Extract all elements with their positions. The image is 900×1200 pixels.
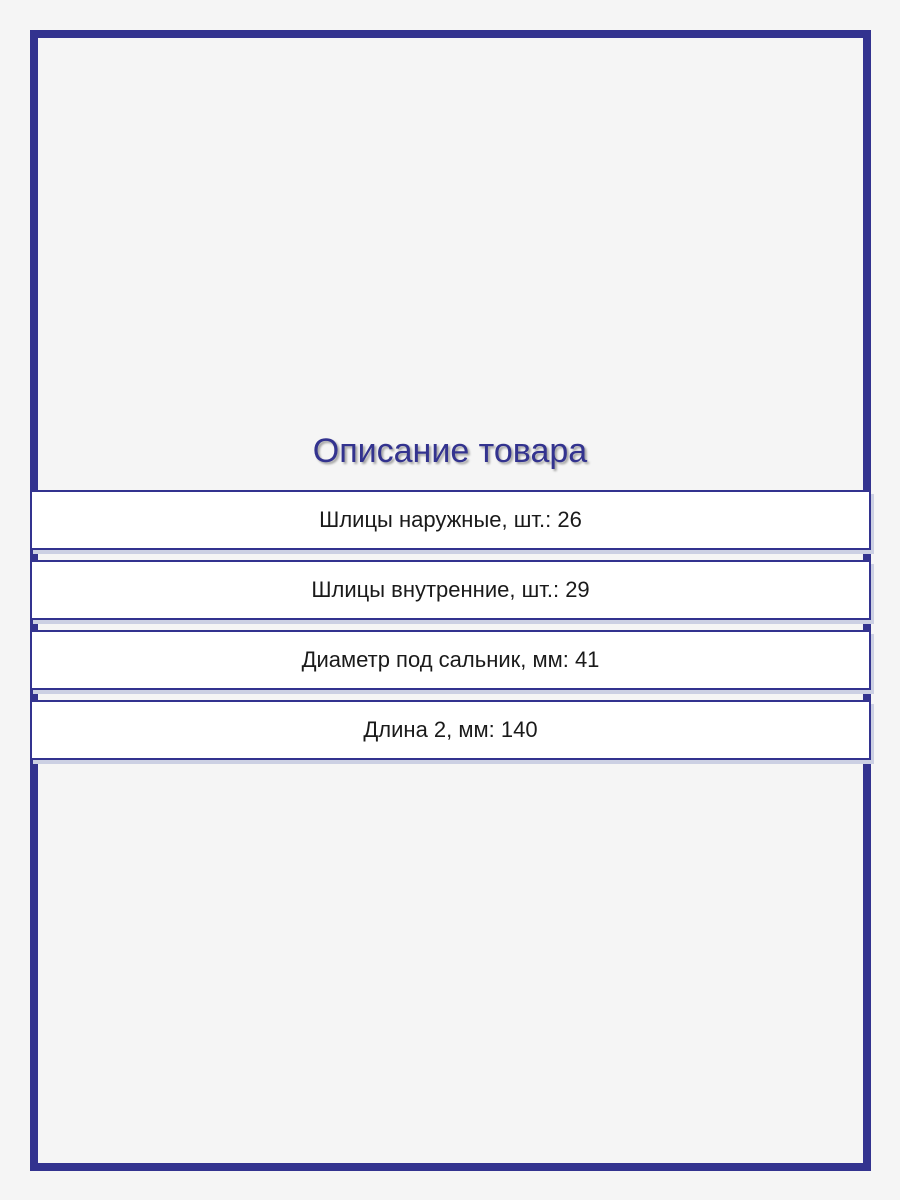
- spec-row-seal-diameter: Диаметр под сальник, мм: 41: [30, 630, 871, 690]
- section-title: Описание товара: [312, 432, 588, 470]
- spec-row-outer-splines: Шлицы наружные, шт.: 26: [30, 490, 871, 550]
- spec-row-inner-splines: Шлицы внутренние, шт.: 29: [30, 560, 871, 620]
- spec-list: [30, 490, 871, 770]
- spec-row-length: Длина 2, мм: 140: [30, 700, 871, 760]
